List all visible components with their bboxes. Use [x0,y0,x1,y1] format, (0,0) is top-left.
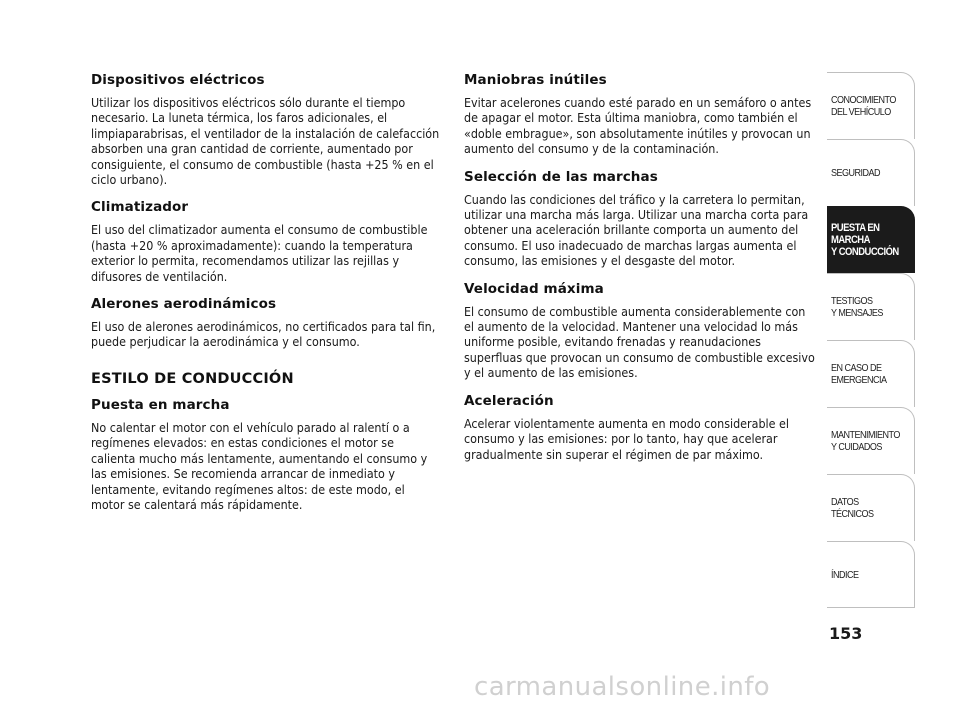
block-climatizador [91,199,441,284]
tab-conocimiento[interactable] [827,72,915,139]
tab-label: MANTENIMIENTO Y CUIDADOS [831,429,900,453]
watermark: carmanualsonline.info [474,672,771,702]
tab-label: SEGURIDAD [831,167,881,179]
left-column [91,72,441,524]
tab-mantenimiento[interactable] [827,407,915,474]
text-alerones: El uso de alerones aerodinámicos, no certificados para tal fin, puede perjudicar la aerodinámica y el consumo. [91,319,436,350]
tab-emergencia[interactable] [827,340,915,407]
tab-label: DATOS TÉCNICOS [831,496,874,520]
tab-label: EN CASO DE EMERGENCIA [831,362,887,386]
text-marchas: Cuando las condiciones del tráfico y la carretera lo permitan, utilizar una marcha más larga. Utilizar una marcha corta para obtener una aceleración brillante comporta un aumento del consumo. El uso inadecuado de marchas largas aumenta el consumo, las emisiones y el desgaste del motor. [464,191,809,269]
text-puesta-en-marcha: No calentar el motor con el vehículo parado al ralentí o a regímenes elevados: en estas condiciones el motor se calienta mucho más lentamente, aumentando el consumo y las emisiones. Se recomienda arrancar de inmediato y lentamente, evitando regímenes altos: de este modo, el motor se calentará más rápidamente. [91,419,428,512]
tab-puesta-en-marcha[interactable] [827,206,915,273]
block-puesta-en-marcha [91,397,441,512]
block-maniobras [464,72,816,157]
text-climatizador: El uso del climatizador aumenta el consumo de combustible (hasta +20 % aproximadamente): cuando la temperatura exterior lo permita, recomendamos utilizar las rejillas y difusores de ventilación. [91,222,428,284]
tab-datos-tecnicos[interactable] [827,474,915,541]
heading-dispositivos: Dispositivos eléctricos [91,72,265,88]
heading-alerones: Alerones aerodinámicos [91,296,277,313]
block-velocidad [464,281,816,381]
text-maniobras: Evitar acelerones cuando esté parado en un semáforo o antes de apagar el motor. Esta última maniobra, como también el «doble embrague», son absolutamente inútiles y provocan un aumento del consumo y de la contaminación. [464,95,812,157]
heading-climatizador: Climatizador [91,199,189,216]
heading-velocidad: Velocidad máxima [464,280,604,297]
right-column [464,72,816,474]
heading-marchas: Selección de las marchas [464,168,658,185]
block-aceleracion [464,393,816,462]
tab-label: TESTIGOS Y MENSAJES [831,295,883,319]
tab-label: ÍNDICE [831,568,859,581]
tab-label: PUESTA EN MARCHA Y CONDUCCIÓN [831,222,899,258]
text-dispositivos: Utilizar los dispositivos eléctricos sólo durante el tiempo necesario. La luneta térmica, los faros adicionales, el limpiaparabrisas, el ventilador de la instalación de calefacción absorben una gran cantidad de corriente, aumentado por consiguiente, el consumo de combustible (hasta +25 % en el ciclo urbano). [91,95,440,188]
tab-seguridad[interactable] [827,139,915,206]
block-dispositivos [91,72,441,187]
heading-puesta-en-marcha: Puesta en marcha [91,396,230,413]
chapter-tabs [827,72,915,608]
text-aceleracion: Acelerar violentamente aumenta en modo considerable el consumo y las emisiones: por lo tanto, hay que acelerar gradualmente sin superar el régimen de par máximo. [464,415,789,462]
tab-indice[interactable] [827,541,915,608]
text-velocidad: El consumo de combustible aumenta considerablemente con el aumento de la velocidad. Mantener una velocidad lo más uniforme posible, evitando frenadas y reanudaciones superfluas que provocan un consumo de combustible excesivo y el aumento de las emisiones. [464,303,815,381]
page-number: 153 [829,624,863,643]
block-marchas [464,169,816,269]
heading-maniobras: Maniobras inútiles [464,72,607,88]
tab-testigos[interactable] [827,273,915,340]
block-alerones [91,296,441,350]
section-title: ESTILO DE CONDUCCIÓN [91,370,294,387]
tab-label: CONOCIMIENTO DEL VEHÍCULO [831,94,896,118]
heading-aceleracion: Aceleración [464,392,554,409]
